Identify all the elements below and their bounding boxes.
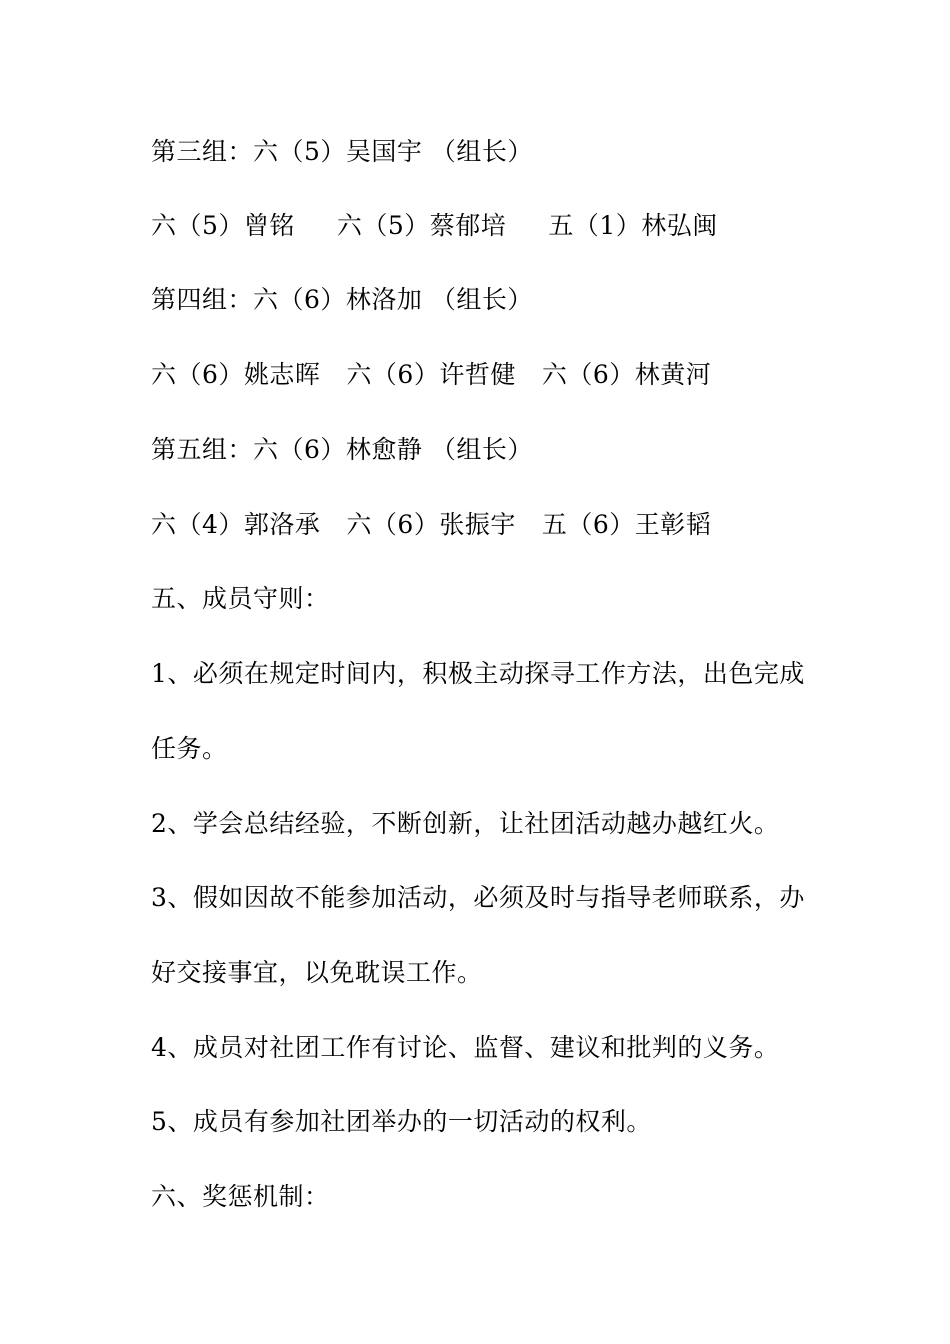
member-name: 六（6）许哲健 xyxy=(346,360,516,389)
member-name: 五（6）王彰韬 xyxy=(541,510,712,539)
section-heading-rules: 五、成员守则： xyxy=(151,584,330,613)
member-name: 五（1）林弘闽 xyxy=(548,211,718,240)
rule-4: 4、成员对社团工作有讨论、监督、建议和批判的义务。 xyxy=(151,1033,780,1062)
group4-members xyxy=(151,360,711,390)
member-name: 六（6）张振宇 xyxy=(346,510,516,539)
group3-title: 第三组：六（5）吴国宇 （组长） xyxy=(151,137,533,166)
rule-3-line-1: 3、假如因故不能参加活动，必须及时与指导老师联系，办 xyxy=(151,883,805,912)
member-name: 六（4）郭洛承 xyxy=(151,510,321,539)
member-name: 六（5）曾铭 xyxy=(151,211,295,240)
rule-3-line-2: 好交接事宜，以免耽误工作。 xyxy=(151,958,483,987)
section-heading-rewards: 六、奖惩机制： xyxy=(151,1182,330,1211)
member-name: 六（6）姚志晖 xyxy=(151,360,321,389)
group4-title: 第四组：六（6）林洛加 （组长） xyxy=(151,285,533,314)
group5-members xyxy=(151,510,711,540)
member-name: 六（6）林黄河 xyxy=(541,360,712,389)
rule-2: 2、学会总结经验，不断创新，让社团活动越办越红火。 xyxy=(151,809,780,838)
group3-members xyxy=(151,211,718,241)
rule-1-line-1: 1、必须在规定时间内，积极主动探寻工作方法，出色完成 xyxy=(151,659,805,688)
rule-1-line-2: 任务。 xyxy=(151,734,228,763)
rule-5: 5、成员有参加社团举办的一切活动的权利。 xyxy=(151,1107,652,1136)
group5-title: 第五组：六（6）林愈静 （组长） xyxy=(151,435,533,464)
member-name: 六（5）蔡郁培 xyxy=(336,211,507,240)
